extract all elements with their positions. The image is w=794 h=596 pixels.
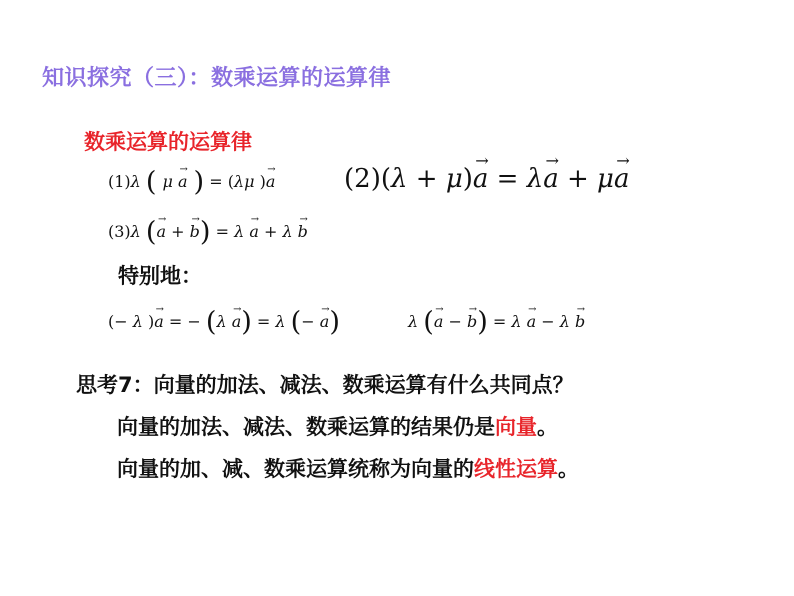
special-formula-difference: λ (a → − b →) = λ a → − λ b →: [408, 312, 585, 331]
slide-heading: 知识探究（三）：数乘运算的运算律: [42, 66, 392, 91]
law-2-label: 2: [354, 164, 371, 194]
answer-1-suffix: 。: [537, 415, 558, 439]
answer-2-suffix: 。: [558, 457, 579, 481]
answer-2-highlight: 线性运算: [474, 457, 558, 481]
law-1-label: (1): [108, 172, 131, 191]
law-2-formula: (2)(λ + μ)a → = λa → + μa →: [344, 164, 629, 194]
law-3-label: (3): [108, 222, 131, 241]
think-question: 思考7：向量的加法、减法、数乘运算有什么共同点？: [76, 373, 574, 397]
answer-line-1: [117, 411, 558, 441]
special-formula-negation: (− λ )a → = − (λ a →) = λ (− a →): [108, 312, 340, 331]
answer-2-text: 向量的加、减、数乘运算统称为向量的: [117, 457, 474, 481]
answer-1-highlight: 向量: [495, 415, 537, 439]
section-title: 数乘运算的运算律: [84, 130, 252, 154]
special-case-label: 特别地：: [118, 264, 202, 288]
answer-1-text: 向量的加法、减法、数乘运算的结果仍是: [117, 415, 495, 439]
law-3-formula: (3)λ (a → + b →) = λ a → + λ b →: [108, 222, 308, 241]
law-1-formula: (1)λ ( μ a → ) = (λμ )a →: [108, 172, 275, 191]
answer-line-2: [117, 453, 579, 483]
